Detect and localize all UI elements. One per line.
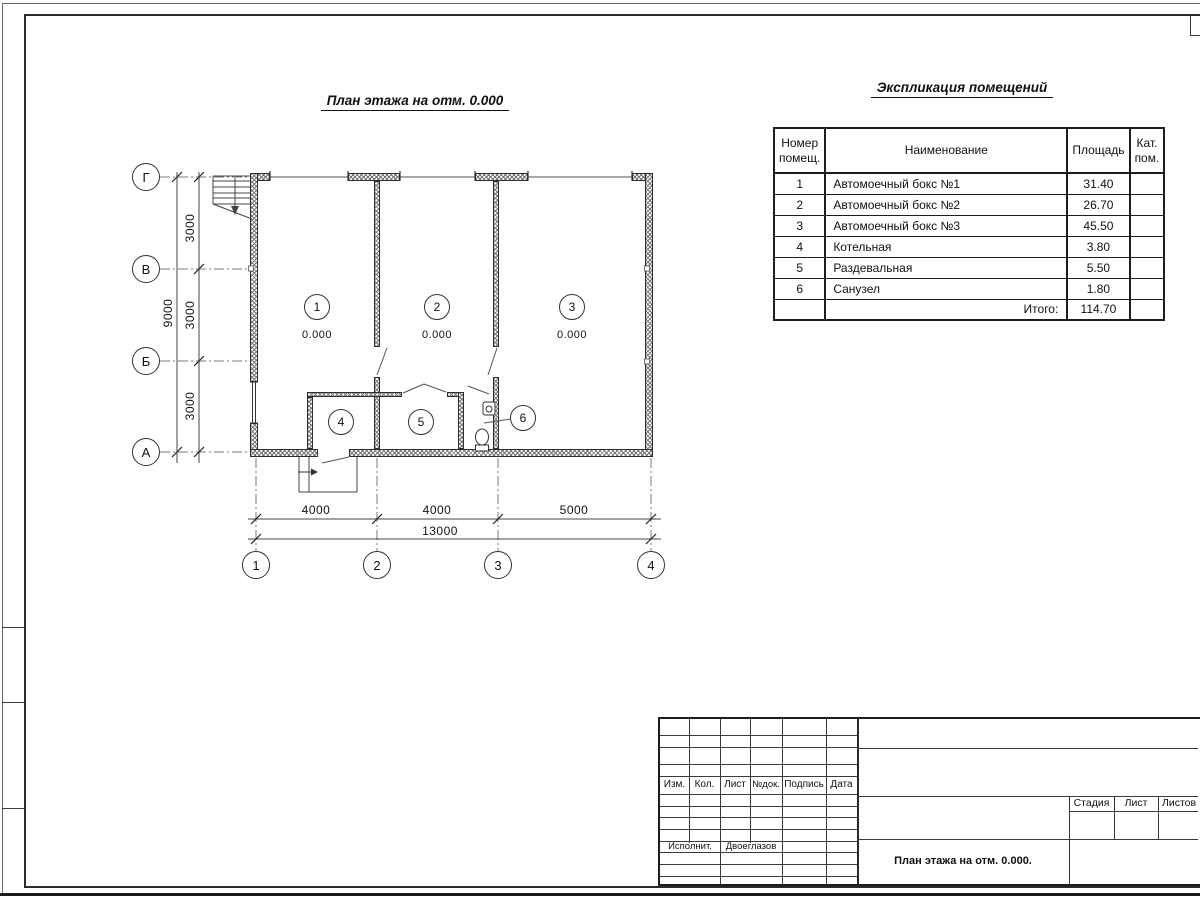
cell-area: 26.70 (1067, 194, 1129, 215)
wall-interior-axis3 (493, 181, 499, 347)
room-number-label: 3 (568, 300, 576, 314)
dim-left-1: 3000 (183, 213, 197, 243)
cell-area: 1.80 (1067, 278, 1129, 299)
axis-label: Б (141, 353, 151, 369)
axis-bubble-2 (363, 551, 391, 579)
table-row (774, 194, 1164, 215)
header-area: Площадь (1067, 128, 1129, 173)
cell-cat (1130, 215, 1165, 236)
axis-label: 1 (252, 557, 260, 573)
room-number-label: 4 (337, 415, 345, 429)
room-number-3 (559, 294, 585, 320)
gate-edge-ticks (270, 171, 632, 181)
margin-box-line (2, 702, 24, 703)
room-number-label: 2 (433, 300, 441, 314)
tb-col-list: Лист (724, 779, 746, 790)
tb-col-ndok: №док. (752, 779, 780, 791)
dimension-ticks (172, 172, 656, 544)
margin-box-line (2, 627, 24, 628)
room-number-1 (304, 294, 330, 320)
wall-room4-left (307, 397, 313, 449)
wall-partition (307, 392, 402, 397)
level-mark: 0.000 (301, 329, 333, 341)
tb-line (660, 829, 857, 830)
axis-label: 2 (373, 557, 381, 573)
dim-left-total: 9000 (161, 298, 175, 328)
cell-name: Санузел (825, 278, 1067, 299)
porch (299, 457, 357, 492)
room-number-label: 5 (417, 415, 425, 429)
cell-cat (1130, 257, 1165, 278)
table-header-row (774, 128, 1164, 173)
axis-label: А (141, 444, 151, 460)
tb-sheet-label: Лист (1124, 797, 1148, 810)
wall-top-pier (475, 173, 528, 181)
header-category: Кат. пом. (1130, 128, 1165, 173)
cell-num: 4 (774, 236, 825, 257)
axis-bubble-1 (242, 551, 270, 579)
dim-bottom-total: 13000 (422, 524, 458, 538)
room-number-2 (424, 294, 450, 320)
axis-lines (160, 177, 651, 551)
frame-top (24, 14, 1200, 16)
cell-name: Автомоечный бокс №3 (825, 215, 1067, 236)
cell-num (774, 299, 825, 320)
axis-label: 4 (647, 557, 655, 573)
wall-interior-axis2 (374, 377, 380, 449)
corner-stamp-box (1190, 14, 1191, 35)
tb-line (660, 817, 857, 818)
tb-col-data: Дата (830, 779, 853, 790)
wall-exterior-right (645, 173, 653, 457)
tb-line (660, 864, 857, 865)
axis-bubble-g (132, 163, 160, 191)
header-name: Наименование (825, 128, 1067, 173)
frame-left (24, 14, 26, 888)
explication-title: Экспликация помещений (812, 80, 1112, 98)
total-label: Итого: (825, 299, 1067, 320)
tb-line (1069, 811, 1198, 812)
cell-cat (1130, 236, 1165, 257)
tb-stage-label: Стадия (1073, 797, 1110, 810)
cell-name: Раздевальная (825, 257, 1067, 278)
tb-executor-label: Исполнит. (668, 841, 712, 852)
table-row (774, 257, 1164, 278)
table-row (774, 173, 1164, 194)
explication-table (773, 127, 1165, 321)
axis-bubble-a (132, 438, 160, 466)
title-block (658, 717, 1200, 886)
wall-interior-axis2 (374, 181, 380, 347)
tb-col-izm: Изм. (663, 779, 686, 790)
axis-bubble-3 (484, 551, 512, 579)
dim-left-2: 3000 (183, 300, 197, 330)
frame-bottom (24, 886, 1200, 888)
toilet-icon (476, 429, 489, 451)
room-number-4 (328, 409, 354, 435)
axis-label: В (141, 261, 151, 277)
cell-name: Автомоечный бокс №2 (825, 194, 1067, 215)
dim-left-3: 3000 (183, 391, 197, 421)
total-value: 114.70 (1067, 299, 1129, 320)
room-number-6 (510, 405, 536, 431)
tb-line (660, 735, 857, 736)
tb-line (660, 747, 857, 748)
sheet-top-edge (2, 3, 1200, 4)
tb-line (660, 876, 857, 877)
cell-cat (1130, 299, 1165, 320)
cell-area: 31.40 (1067, 173, 1129, 194)
tb-line (720, 719, 721, 884)
room-number-label: 1 (313, 300, 321, 314)
cell-num: 2 (774, 194, 825, 215)
tb-executor-name: Двоеглазов (725, 841, 777, 852)
axis-label: Г (142, 169, 150, 185)
level-mark: 0.000 (421, 329, 453, 341)
cell-cat (1130, 173, 1165, 194)
cell-cat (1130, 194, 1165, 215)
table-row (774, 215, 1164, 236)
tb-col-kol: Кол. (694, 779, 715, 790)
wall-room6-left (458, 392, 464, 449)
level-mark: 0.000 (556, 329, 588, 341)
tb-col-podpis: Подпись (784, 779, 824, 790)
tb-line (826, 719, 827, 884)
plan-title: План этажа на отм. 0.000 (290, 93, 540, 111)
wall-exterior-bottom (349, 449, 653, 457)
entrance-arrow (298, 469, 318, 476)
cell-num: 6 (774, 278, 825, 299)
table-row (774, 236, 1164, 257)
wall-exterior-left (250, 173, 258, 382)
cell-area: 3.80 (1067, 236, 1129, 257)
axis-bubble-4 (637, 551, 665, 579)
door-leaves (322, 348, 497, 463)
header-room-number: Номер помещ. (774, 128, 825, 173)
cell-num: 3 (774, 215, 825, 236)
cell-name: Автомоечный бокс №1 (825, 173, 1067, 194)
window (250, 382, 258, 423)
wall-top-pier (348, 173, 400, 181)
tb-line (857, 748, 1198, 749)
cell-area: 45.50 (1067, 215, 1129, 236)
cell-area: 5.50 (1067, 257, 1129, 278)
tb-line (660, 806, 857, 807)
dim-bottom-1: 4000 (301, 503, 331, 517)
dim-bottom-2: 4000 (422, 503, 452, 517)
tb-line (660, 794, 857, 795)
room-number-label: 6 (519, 411, 527, 425)
room-number-5 (408, 409, 434, 435)
table-total-row (774, 299, 1164, 320)
sheet-bottom-edge (0, 893, 1200, 896)
tb-doc-title: План этажа на отм. 0.000. (894, 855, 1032, 867)
tb-sheets-label: Листов (1161, 797, 1197, 810)
cell-num: 5 (774, 257, 825, 278)
tb-line (660, 764, 857, 765)
axis-label: 3 (494, 557, 502, 573)
margin-box-line (2, 808, 24, 809)
cell-cat (1130, 278, 1165, 299)
corner-stamp-box (1190, 35, 1200, 36)
axis-bubble-b (132, 347, 160, 375)
staircase (213, 176, 252, 219)
dim-bottom-3: 5000 (559, 503, 589, 517)
axis-bubble-v (132, 255, 160, 283)
table-row (774, 278, 1164, 299)
cell-num: 1 (774, 173, 825, 194)
wall-interior-axis3 (493, 377, 499, 449)
sheet-left-edge (2, 3, 3, 896)
cell-name: Котельная (825, 236, 1067, 257)
tb-line (782, 719, 783, 884)
tb-line (660, 852, 857, 853)
wall-exterior-bottom (250, 449, 318, 457)
